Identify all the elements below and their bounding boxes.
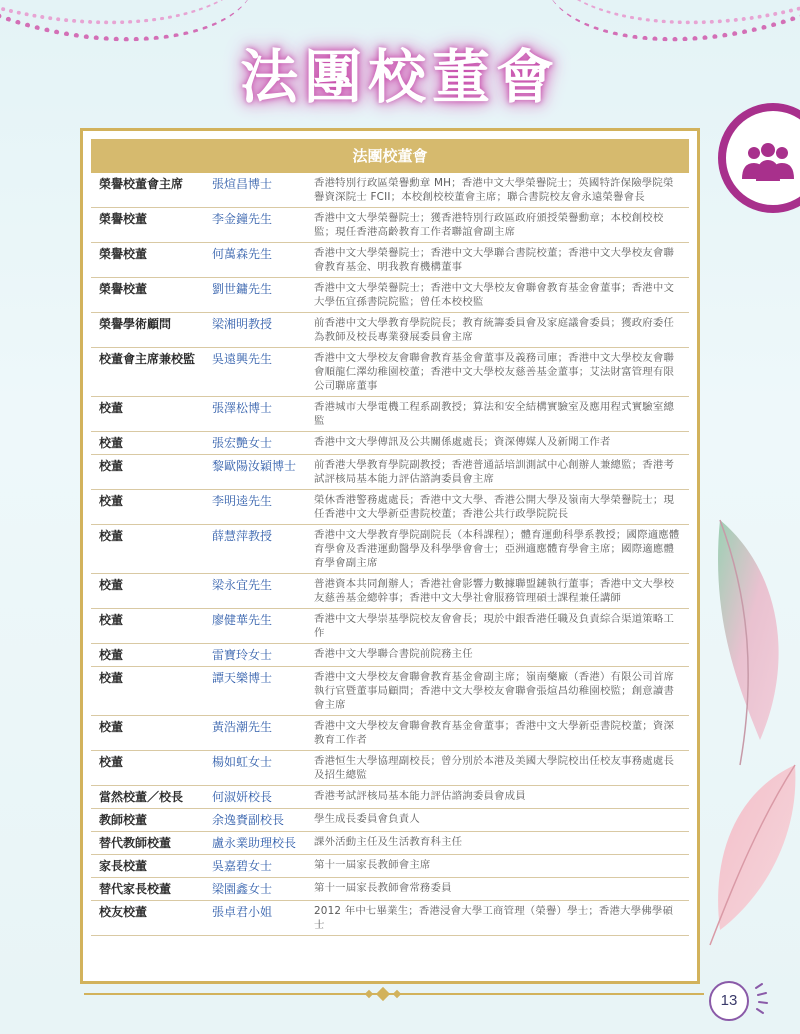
member-name: 梁湘明教授 <box>212 317 273 331</box>
member-description: 香港中文大學校友會聯會教育基金會副主席；嶺南藥廠（香港）有限公司首席執行官暨董事局顧問；香港中文大學校友會聯會張煊昌幼稚園校監；創意讀書會主席 <box>314 671 675 711</box>
member-name: 何萬森先生 <box>212 247 273 261</box>
member-role: 替代家長校董 <box>99 882 172 896</box>
member-name: 何淑妍校長 <box>212 790 273 804</box>
feather-decoration <box>700 510 800 770</box>
member-role: 校友校董 <box>99 905 148 919</box>
member-name: 張澤松博士 <box>212 401 273 415</box>
table-row <box>91 667 689 716</box>
table-row <box>91 173 689 208</box>
member-role: 校董 <box>99 436 124 450</box>
table-row <box>91 432 689 455</box>
footer-ornament <box>393 990 401 998</box>
member-name: 劉世鏞先生 <box>212 282 273 296</box>
member-description: 課外活動主任及生活教育科主任 <box>314 836 463 848</box>
member-role: 校董會主席兼校監 <box>99 352 196 366</box>
table-row <box>91 609 689 644</box>
member-role: 替代教師校董 <box>99 836 172 850</box>
member-name: 張煊昌博士 <box>212 177 273 191</box>
member-role: 校董 <box>99 720 124 734</box>
board-members-table <box>80 128 700 984</box>
table-row <box>91 208 689 243</box>
table-row <box>91 644 689 667</box>
member-name: 雷寶玲女士 <box>212 648 273 662</box>
member-role: 校董 <box>99 671 124 685</box>
footer-ornament <box>376 987 390 1001</box>
member-name: 廖健華先生 <box>212 613 273 627</box>
page-title: 法團校董會 <box>239 43 560 111</box>
member-description: 香港中文大學榮譽院士；香港中文大學聯合書院校董；香港中文大學校友會聯會教育基金、明我教育機構董事 <box>314 247 675 273</box>
table-row <box>91 878 689 901</box>
member-name: 張卓君小姐 <box>212 905 273 919</box>
table-row <box>91 809 689 832</box>
member-description: 香港中文大學榮譽院士；獲香港特別行政區政府頒授榮譽勳章；本校創校校監；現任香港高齡教育工作者聯誼會副主席 <box>314 212 664 238</box>
member-role: 校董 <box>99 529 124 543</box>
member-name: 余逸賚副校長 <box>212 813 285 827</box>
table-row <box>91 786 689 809</box>
member-name: 薛慧萍教授 <box>212 529 273 543</box>
member-name: 梁永宜先生 <box>212 578 273 592</box>
member-description: 香港恒生大學協理副校長；曾分別於本港及美國大學院校出任校友事務處處長及招生總監 <box>314 755 675 781</box>
member-role: 校董 <box>99 648 124 662</box>
member-name: 梁園鑫女士 <box>212 882 273 896</box>
member-name: 譚天樂博士 <box>212 671 273 685</box>
member-role: 當然校董／校長 <box>99 790 184 804</box>
member-name: 盧永業助理校長 <box>212 836 297 850</box>
member-role: 校董 <box>99 613 124 627</box>
table-row <box>91 751 689 786</box>
member-name: 張宏艷女士 <box>212 436 273 450</box>
member-description: 榮休香港警務處處長；香港中文大學、香港公開大學及嶺南大學榮譽院士；現任香港中文大學新亞書院校董；香港公共行政學院院長 <box>314 494 675 520</box>
member-description: 香港城市大學電機工程系副教授；算法和安全結構實驗室及應用程式實驗室總監 <box>314 401 675 427</box>
table-row <box>91 574 689 609</box>
member-name: 李金鐘先生 <box>212 212 273 226</box>
member-role: 校董 <box>99 401 124 415</box>
table-row <box>91 348 689 397</box>
member-role: 校董 <box>99 755 124 769</box>
member-description: 2012 年中七畢業生；香港浸會大學工商管理（榮譽）學士；香港大學佛學碩士 <box>314 905 674 931</box>
member-description: 香港中文大學教育學院副院長（本科課程）；體育運動科學系教授；國際適應體育學會及香港運動醫學及科學學會會士；亞洲適應體育學會主席；國際適應體育學會副主席 <box>314 529 680 569</box>
member-role: 校董 <box>99 459 124 473</box>
member-name: 黎歐陽汝穎博士 <box>212 459 297 473</box>
member-description: 第十一屆家長教師會主席 <box>314 859 431 871</box>
table-row <box>91 525 689 574</box>
member-description: 前香港大學教育學院副教授；香港普通話培訓測試中心創辦人兼總監；香港考試評核局基本能力評估諮詢委員會主席 <box>314 459 675 485</box>
member-role: 教師校董 <box>99 813 148 827</box>
member-name: 吳遠興先生 <box>212 352 273 366</box>
member-description: 香港中文大學校友會聯會教育基金會董事及義務司庫；香港中文大學校友會聯會順龍仁澤幼稚園校董；香港中文大學校友慈善基金董事；艾法財富管理有限公司聯席董事 <box>314 352 675 392</box>
member-description: 第十一屆家長教師會常務委員 <box>314 882 452 894</box>
member-description: 學生成長委員會負責人 <box>314 813 420 825</box>
member-description: 香港中文大學校友會聯會教育基金會董事；香港中文大學新亞書院校董；資深教育工作者 <box>314 720 675 746</box>
table-row <box>91 313 689 348</box>
table-row <box>91 490 689 525</box>
rays-decoration <box>752 982 782 1018</box>
member-description: 前香港中文大學教育學院院長；教育統籌委員會及家庭議會委員；獲政府委任為教師及校長專業發展委員會主席 <box>314 317 675 343</box>
table-row <box>91 855 689 878</box>
member-role: 榮譽校董 <box>99 282 148 296</box>
member-role: 榮譽校董會主席 <box>99 177 184 191</box>
table-row <box>91 397 689 432</box>
table-row <box>91 832 689 855</box>
member-role: 校董 <box>99 578 124 592</box>
table-row <box>91 278 689 313</box>
member-name: 李明逵先生 <box>212 494 273 508</box>
member-role: 榮譽校董 <box>99 212 148 226</box>
table-row <box>91 716 689 751</box>
member-description: 香港特別行政區榮譽勳章 MH；香港中文大學榮譽院士；英國特許保險學院榮譽資深院士 FCII；本校創校校董會主席；聯合書院校友會永遠榮譽會長 <box>314 177 674 203</box>
member-role: 榮譽校董 <box>99 247 148 261</box>
footer-ornament <box>365 990 373 998</box>
member-role: 校董 <box>99 494 124 508</box>
member-description: 香港中文大學榮譽院士；香港中文大學校友會聯會教育基金會董事；香港中文大學伍宜孫書院院監；曾任本校校監 <box>314 282 675 308</box>
table-title: 法團校董會 <box>91 139 689 173</box>
table-row <box>91 455 689 490</box>
table-body <box>91 173 689 936</box>
member-name: 吳嘉碧女士 <box>212 859 273 873</box>
member-name: 黃浩潮先生 <box>212 720 273 734</box>
member-role: 榮譽學術顧問 <box>99 317 172 331</box>
member-name: 楊如虹女士 <box>212 755 273 769</box>
member-description: 普港資本共同創辦人；香港社會影響力數據聯盟鏈執行董事；香港中文大學校友慈善基金總幹事；香港中文大學社會服務管理碩士課程兼任講師 <box>314 578 675 604</box>
table-row <box>91 243 689 278</box>
member-description: 香港中文大學傳訊及公共關係處處長；資深傳媒人及新聞工作者 <box>314 436 611 448</box>
member-description: 香港中文大學聯合書院前院務主任 <box>314 648 473 660</box>
member-description: 香港考試評核局基本能力評估諮詢委員會成員 <box>314 790 526 802</box>
member-role: 家長校董 <box>99 859 148 873</box>
page-number: 13 <box>709 981 749 1021</box>
people-group-icon <box>718 103 800 213</box>
member-description: 香港中文大學崇基學院校友會會長；現於中銀香港任職及負責綜合渠道策略工作 <box>314 613 675 639</box>
table-row <box>91 901 689 936</box>
